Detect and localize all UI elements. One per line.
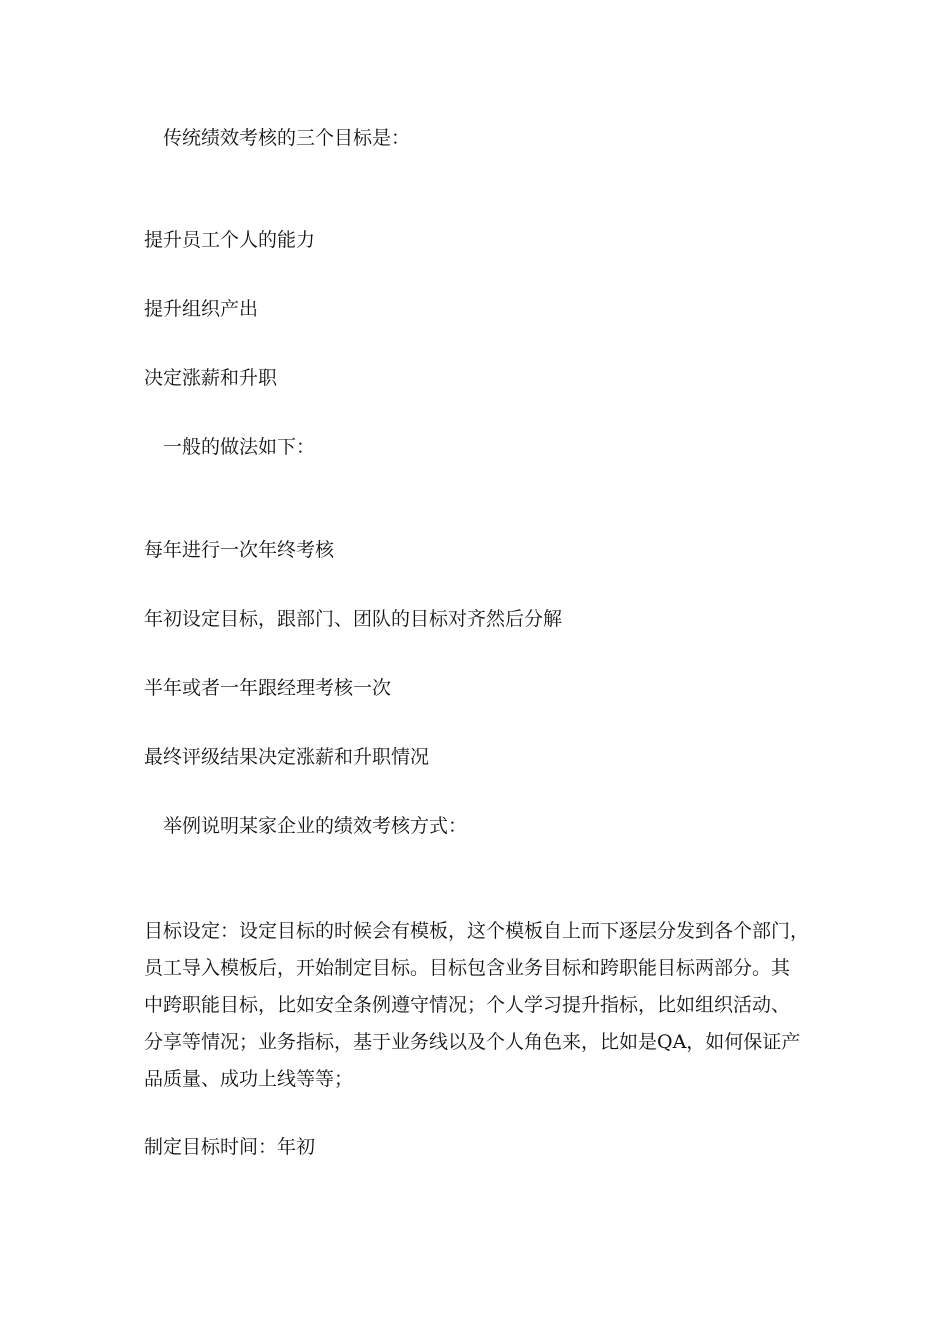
paragraph-line: 员工导入模板后，开始制定目标。目标包含业务目标和跨职能目标两部分。其 [144,957,791,979]
paragraph-line: 目标设定：设定目标的时候会有模板，这个模板自上而下逐层分发到各个部门， [144,920,810,942]
goal-time-line: 制定目标时间：年初 [144,1136,316,1158]
list-item: 每年进行一次年终考核 [144,539,335,561]
list-item: 决定涨薪和升职 [144,367,278,389]
list-item: 年初设定目标，跟部门、团队的目标对齐然后分解 [144,608,563,630]
list-item: 最终评级结果决定涨薪和升职情况 [144,746,430,768]
heading-traditional-goals: 传统绩效考核的三个目标是： [163,127,411,149]
paragraph-line: 分享等情况；业务指标，基于业务线以及个人角色来，比如是QA，如何保证产 [144,1031,801,1053]
list-item: 半年或者一年跟经理考核一次 [144,677,392,699]
list-item: 提升组织产出 [144,298,259,320]
list-item: 提升员工个人的能力 [144,229,316,251]
paragraph-line: 品质量、成功上线等等； [144,1068,354,1090]
goal-setting-paragraph [144,913,816,1098]
heading-general-practice: 一般的做法如下： [163,436,316,458]
paragraph-line: 中跨职能目标，比如安全条例遵守情况；个人学习提升指标，比如组织活动、 [144,994,791,1016]
heading-example: 举例说明某家企业的绩效考核方式： [163,815,468,837]
